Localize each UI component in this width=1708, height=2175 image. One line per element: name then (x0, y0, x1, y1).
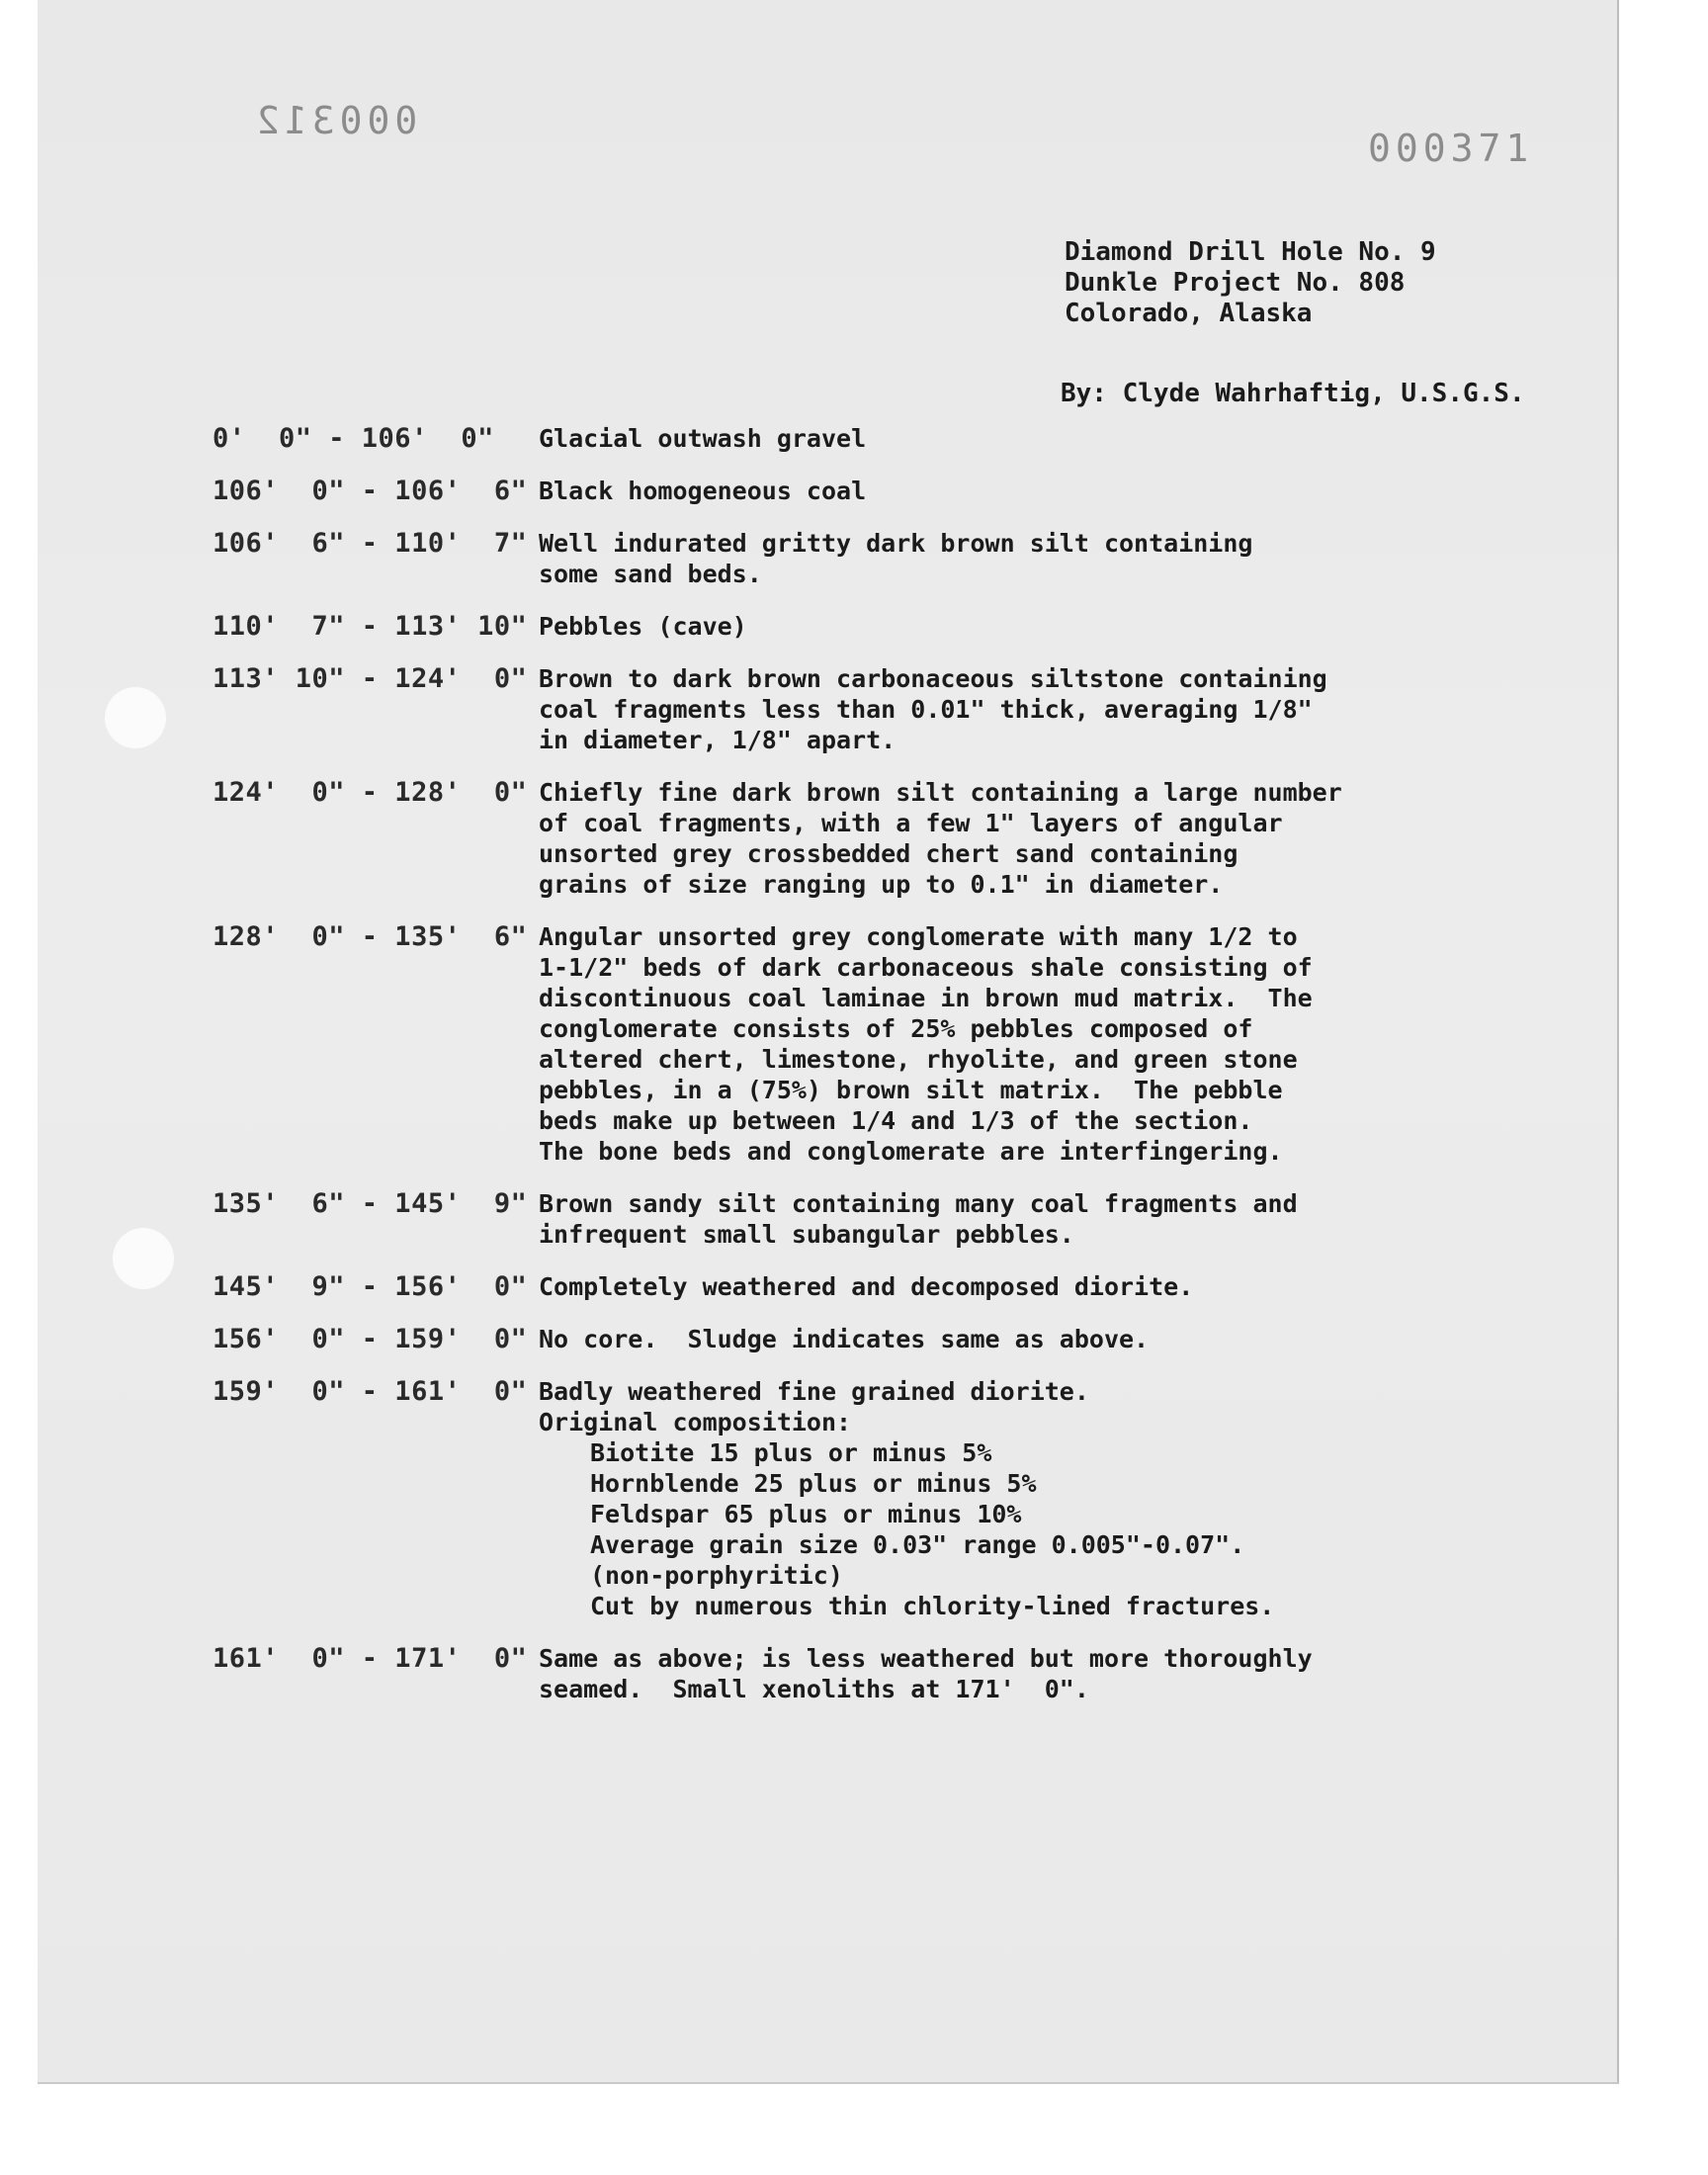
mirrored-page-stamp: 000312 (252, 99, 418, 142)
lithology-description (539, 1188, 1497, 1250)
description-line: Original composition: (539, 1408, 852, 1436)
author-byline: By: Clyde Wahrhaftig, U.S.G.S. (1061, 379, 1525, 408)
lithology-description (539, 1643, 1497, 1704)
lithology-description (539, 528, 1497, 589)
log-entry (213, 1188, 1497, 1250)
lithology-description (539, 1271, 1497, 1302)
log-entry (213, 921, 1497, 1167)
lithology-description (539, 476, 1497, 506)
description-line: altered chert, limestone, rhyolite, and green stone (539, 1045, 1298, 1074)
description-line: in diameter, 1/8" apart. (539, 726, 897, 754)
log-entry (213, 1271, 1497, 1302)
depth-interval: 156' 0" - 159' 0" (213, 1324, 528, 1354)
depth-interval: 0' 0" - 106' 0" (213, 423, 494, 454)
depth-interval: 113' 10" - 124' 0" (213, 663, 528, 694)
punch-hole (105, 687, 166, 748)
header-line: Colorado, Alaska (1065, 299, 1313, 328)
drill-log-entries (213, 423, 1497, 1726)
composition-line: Average grain size 0.03" range 0.005"-0.07". (590, 1530, 1245, 1559)
depth-interval: 135' 6" - 145' 9" (213, 1188, 528, 1219)
depth-interval: 128' 0" - 135' 6" (213, 921, 528, 952)
description-line: some sand beds. (539, 560, 762, 588)
description-line: Angular unsorted grey conglomerate with many 1/2 to (539, 922, 1298, 951)
description-line: beds make up between 1/4 and 1/3 of the section. (539, 1106, 1253, 1135)
punch-hole (113, 1228, 174, 1289)
lithology-description (539, 1376, 1497, 1621)
lithology-description (539, 423, 1497, 454)
header-line: Dunkle Project No. 808 (1065, 268, 1406, 298)
lithology-description (539, 921, 1497, 1167)
composition-line: Biotite 15 plus or minus 5% (590, 1438, 992, 1467)
description-line: No core. Sludge indicates same as above. (539, 1325, 1150, 1353)
log-entry (213, 777, 1497, 900)
description-line: Badly weathered fine grained diorite. (539, 1377, 1089, 1406)
description-line: pebbles, in a (75%) brown silt matrix. The pebble (539, 1076, 1283, 1104)
lithology-description (539, 611, 1497, 642)
header-line: Diamond Drill Hole No. 9 (1065, 237, 1436, 267)
description-line: conglomerate consists of 25% pebbles composed of (539, 1014, 1253, 1043)
depth-interval: 159' 0" - 161' 0" (213, 1376, 528, 1407)
depth-interval: 124' 0" - 128' 0" (213, 777, 528, 808)
depth-interval: 106' 6" - 110' 7" (213, 528, 528, 559)
description-line: of coal fragments, with a few 1" layers of angular (539, 809, 1283, 837)
log-entry (213, 663, 1497, 755)
description-line: grains of size ranging up to 0.1" in diameter. (539, 870, 1224, 899)
lithology-description (539, 663, 1497, 755)
log-entry (213, 423, 1497, 454)
description-line: seamed. Small xenoliths at 171' 0". (539, 1675, 1089, 1703)
description-line: Brown to dark brown carbonaceous siltstone containing (539, 664, 1327, 693)
description-line: coal fragments less than 0.01" thick, averaging 1/8" (539, 695, 1313, 724)
description-line: Brown sandy silt containing many coal fragments and (539, 1189, 1298, 1218)
document-header (1065, 237, 1436, 329)
log-entry (213, 528, 1497, 589)
description-line: Completely weathered and decomposed diorite. (539, 1272, 1194, 1301)
log-entry (213, 611, 1497, 642)
log-entry (213, 1376, 1497, 1621)
log-entry (213, 1643, 1497, 1704)
description-line: Black homogeneous coal (539, 477, 867, 505)
depth-interval: 106' 0" - 106' 6" (213, 476, 528, 506)
description-line: 1-1/2" beds of dark carbonaceous shale consisting of (539, 953, 1313, 982)
log-entry (213, 1324, 1497, 1354)
composition-line: Feldspar 65 plus or minus 10% (590, 1500, 1022, 1528)
description-line: Same as above; is less weathered but more thoroughly (539, 1644, 1313, 1673)
description-line: discontinuous coal laminae in brown mud matrix. The (539, 984, 1313, 1012)
composition-line: (non-porphyritic) (590, 1561, 843, 1590)
lithology-description (539, 777, 1497, 900)
composition-line: Hornblende 25 plus or minus 5% (590, 1469, 1037, 1498)
depth-interval: 110' 7" - 113' 10" (213, 611, 528, 642)
description-line: Well indurated gritty dark brown silt containing (539, 529, 1253, 558)
depth-interval: 161' 0" - 171' 0" (213, 1643, 528, 1674)
description-line: The bone beds and conglomerate are interfingering. (539, 1137, 1283, 1166)
lithology-description (539, 1324, 1497, 1354)
depth-interval: 145' 9" - 156' 0" (213, 1271, 528, 1302)
description-line: Chiefly fine dark brown silt containing a large number (539, 778, 1342, 807)
description-line: unsorted grey crossbedded chert sand containing (539, 839, 1238, 868)
description-line: infrequent small subangular pebbles. (539, 1220, 1074, 1249)
page-number-stamp: 000371 (1368, 127, 1534, 170)
description-line: Glacial outwash gravel (539, 424, 867, 453)
composition-line: Cut by numerous thin chlority-lined fractures. (590, 1592, 1275, 1620)
log-entry (213, 476, 1497, 506)
description-line: Pebbles (cave) (539, 612, 747, 641)
